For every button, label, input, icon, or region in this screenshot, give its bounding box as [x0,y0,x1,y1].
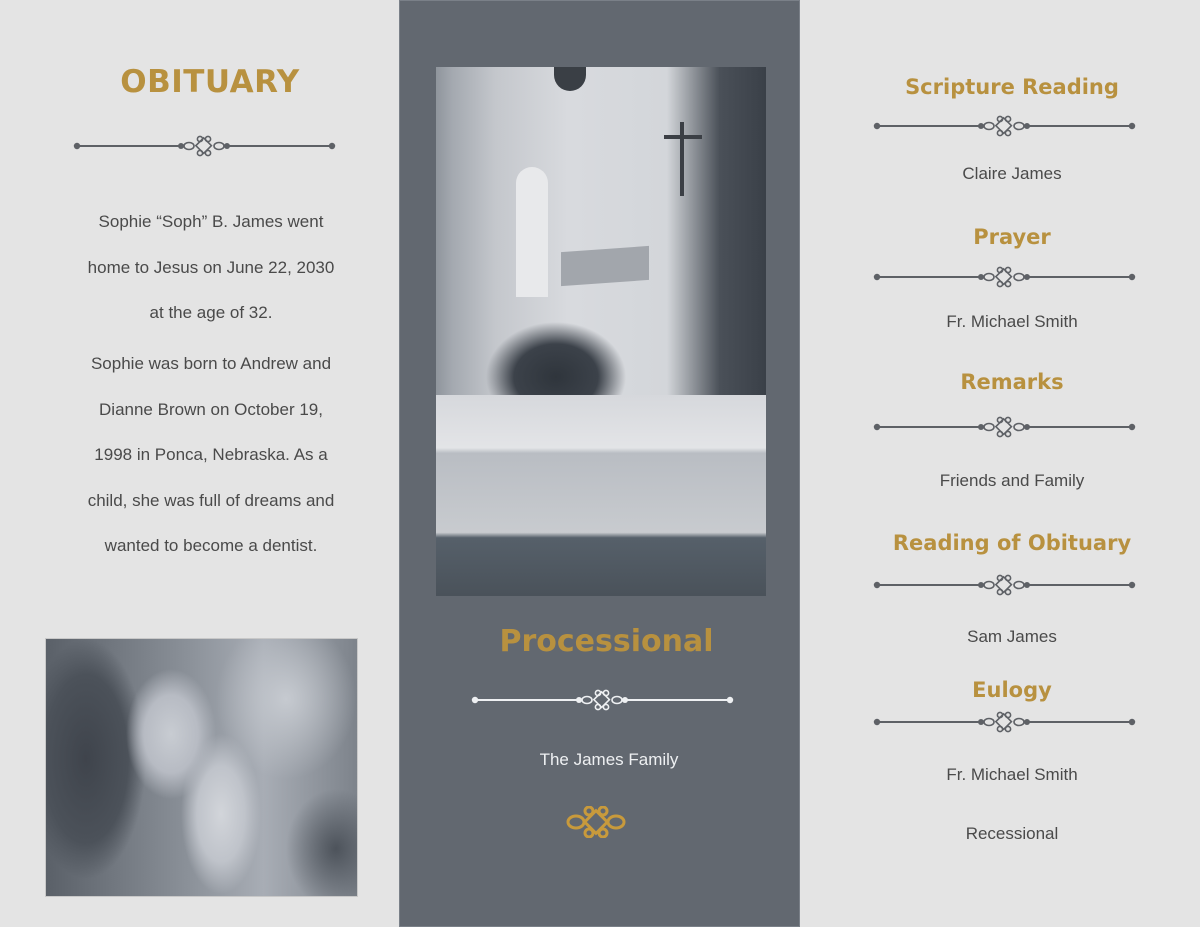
ornamental-divider-icon [471,693,734,707]
crucifix-bar [664,135,702,139]
section-title-prayer: Prayer [973,225,1051,249]
order-of-service-panel [800,0,1200,927]
obituary-line: at the age of 32. [149,303,273,322]
chandelier-shape [554,67,586,91]
obituary-title: OBITUARY [120,64,300,100]
obituary-line: Sophie was born to Andrew and [90,354,332,373]
obituary-line: Sophie “Soph” B. James went [98,212,324,231]
casket-in-church-photo [436,67,766,596]
ornamental-divider-icon [73,139,336,153]
recessional-label: Recessional [965,824,1059,843]
obituary-line: home to Jesus on June 22, 2030 [87,257,335,277]
crucifix-icon [680,122,684,196]
ornamental-divider-icon [873,119,1136,133]
divider-svg [873,715,1136,729]
divider-svg [471,693,734,707]
section-title-eulogy: Eulogy [972,678,1052,702]
section-name-prayer: Fr. Michael Smith [946,312,1078,331]
processional-title: Processional [499,624,714,659]
processional-name: The James Family [539,750,679,769]
obituary-line: Dianne Brown on October 19, [99,399,323,419]
gold-scroll-ornament-icon [564,806,628,838]
section-title-remarks: Remarks [960,370,1064,394]
ornamental-divider-icon [873,715,1136,729]
section-title-scripture-reading: Scripture Reading [905,75,1119,99]
wall-beam-shape [561,246,649,286]
section-name-scripture-reading: Claire James [962,164,1062,183]
obituary-line: child, she was full of dreams and [87,490,335,510]
ornamental-divider-icon [873,270,1136,284]
divider-svg [873,119,1136,133]
obituary-paragraph-1 [52,199,370,336]
gold-ornament-svg [564,806,628,838]
section-name-reading-of-obituary: Sam James [967,627,1057,646]
woman-praying-photo [45,638,358,897]
obituary-line: 1998 in Ponca, Nebraska. As a [94,445,328,464]
obituary-paragraph-2 [52,341,370,569]
window-shape [516,167,548,297]
divider-svg [873,270,1136,284]
ornamental-divider-icon [873,420,1136,434]
ornamental-divider-icon [873,578,1136,592]
section-title-reading-of-obituary: Reading of Obituary [892,531,1132,555]
section-name-eulogy: Fr. Michael Smith [946,765,1078,784]
divider-svg [873,578,1136,592]
obituary-panel [0,0,399,927]
divider-svg [73,139,336,153]
obituary-line: wanted to become a dentist. [104,536,318,555]
section-name-remarks: Friends and Family [939,471,1085,490]
divider-svg [873,420,1136,434]
